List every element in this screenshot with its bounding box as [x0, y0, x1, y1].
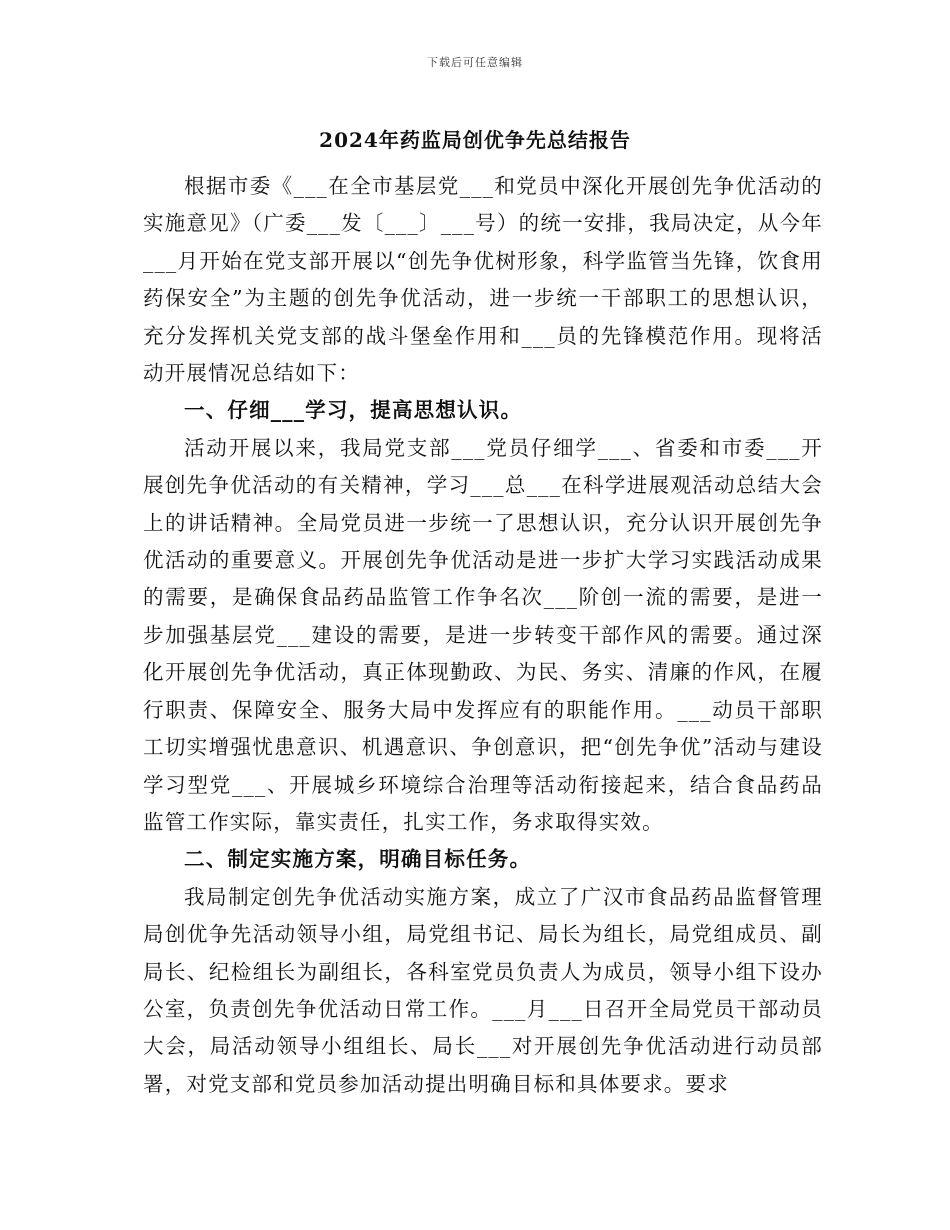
paragraph-section-2: 我局制定创先争优活动实施方案，成立了广汉市食品药品监督管理局创优争先活动领导小组，局党组书记、局长为组长，局党组成员、副局长、纪检组长为副组长，各科室党员负责人为成员，领导小组下设办公室，负责创先争优活动日常工作。___月___日召开全局党员干部动员大会，局活动领导小组组长、局长___对开展创先争优活动进行动员部署，对党支部和党员参加活动提出明确目标和具体要求。要求: [143, 884, 823, 1096]
document-title: 2024年药监局创优争先总结报告: [319, 128, 631, 152]
section-heading-2: 二、制定实施方案，明确目标任务。: [184, 847, 532, 872]
header-note: 下载后可任意编辑: [427, 56, 523, 69]
paragraph-intro: 根据市委《___在全市基层党___和党员中深化开展创先争优活动的实施意见》（广委___发〔___〕___号）的统一安排，我局决定，从今年___月开始在党支部开展以“创先争优树形象，科学监管当先锋，饮食用药保安全”为主题的创先争优活动，进一步统一干部职工的思想认识，充分发挥机关党支部的战斗堡垒作用和___员的先锋模范作用。现将活动开展情况总结如下：: [143, 174, 823, 386]
paragraph-section-1: 活动开展以来，我局党支部___党员仔细学___、省委和市委___开展创先争优活动的有关精神，学习___总___在科学进展观活动总结大会上的讲话精神。全局党员进一步统一了思想认识，充分认识开展创先争优活动的重要意义。开展创先争优活动是进一步扩大学习实践活动成果的需要，是确保食品药品监管工作争名次___阶创一流的需要，是进一步加强基层党___建设的需要，是进一步转变干部作风的需要。通过深化开展创先争优活动，真正体现勤政、为民、务实、清廉的作风，在履行职责、保障安全、服务大局中发挥应有的职能作用。___动员干部职工切实增强忧患意识、机遇意识、争创意识，把“创先争优”活动与建设学习型党___、开展城乡环境综合治理等活动衔接起来，结合食品药品监管工作实际，靠实责任，扎实工作，务求取得实效。: [143, 435, 823, 834]
section-heading-1: 一、仔细___学习，提高思想认识。: [184, 398, 523, 423]
document-body: [143, 168, 823, 1103]
